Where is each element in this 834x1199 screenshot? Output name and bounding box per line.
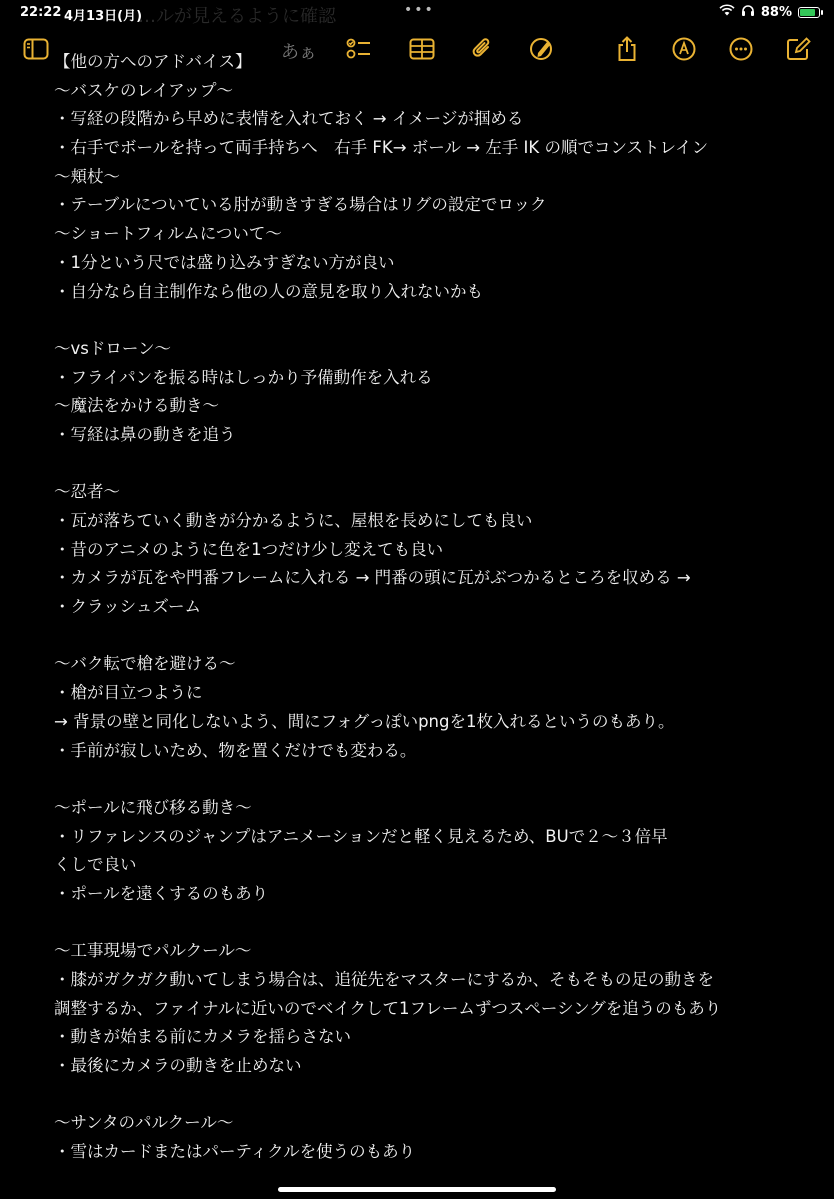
note-line: 〜vsドローン〜 bbox=[54, 338, 172, 358]
note-line: ・1分という尺では盛り込みすぎない方が良い bbox=[54, 252, 395, 272]
note-line: ・クラッシュズーム bbox=[54, 597, 202, 617]
note-line: ・膝がガクガク動いてしまう場合は、追従先をマスターにするか、そもそもの足の動きを bbox=[54, 970, 714, 989]
note-line: ・槍が目立つように bbox=[54, 683, 203, 703]
note-line: 〜ポールに飛び移る動き〜 bbox=[54, 797, 252, 817]
faded-note-title: …ルが見えるように確認 bbox=[138, 6, 336, 27]
wifi-icon bbox=[719, 4, 735, 20]
note-line: 〜ショートフィルムについて〜 bbox=[54, 224, 282, 244]
note-line: ・写経の段階から早めに表情を入れておく → イメージが掴める bbox=[54, 109, 524, 129]
sidebar-toggle-button[interactable] bbox=[22, 34, 50, 64]
multitasking-dots[interactable]: ••• bbox=[404, 2, 435, 18]
note-line: ・テーブルについている肘が動きすぎる場合はリグの設定でロック bbox=[54, 195, 547, 215]
battery-icon bbox=[798, 7, 820, 18]
note-line: 〜工事現場でパルクール〜 bbox=[54, 941, 252, 961]
note-line: ・雪はカードまたはパーティクルを使うのもあり bbox=[54, 1142, 416, 1162]
note-line: ・動きが始まる前にカメラを揺らさない bbox=[54, 1027, 351, 1047]
note-line: くしで良い bbox=[54, 855, 137, 875]
status-date: 4月13日(月) bbox=[64, 9, 143, 24]
note-line: → 背景の壁と同化しないよう、間にフォグっぽいpngを1枚入れるというのもあり。 bbox=[54, 711, 675, 731]
note-line: 〜忍者〜 bbox=[54, 482, 120, 502]
status-indicators bbox=[719, 4, 820, 20]
note-line: 〜バスケのレイアップ〜 bbox=[54, 80, 234, 100]
note-line bbox=[54, 909, 824, 938]
note-line: ・手前が寂しいため、物を置くだけでも変わる。 bbox=[54, 740, 417, 760]
note-line: ・昔のアニメのように色を1つだけ少し変えても良い bbox=[54, 539, 444, 559]
note-line: ・最後にカメラの動きを止めない bbox=[54, 1056, 302, 1076]
note-line: ・自分なら自主制作なら他の人の意見を取り入れないかも bbox=[54, 281, 483, 301]
note-line bbox=[54, 1081, 824, 1110]
home-indicator[interactable] bbox=[278, 1187, 556, 1192]
status-bar bbox=[0, 0, 834, 26]
note-line: 〜魔法をかける動き〜 bbox=[54, 396, 219, 416]
note-line: ・フライパンを振る時はしっかり予備動作を入れる bbox=[54, 367, 433, 387]
note-line: ・右手でボールを持って両手持ちへ 右手 FK→ ボール → 左手 IK の順でコンストレイン bbox=[54, 138, 709, 158]
status-time: 22:22 bbox=[20, 5, 62, 20]
note-line: 〜バク転で槍を避ける〜 bbox=[54, 654, 236, 674]
headphones-icon bbox=[741, 4, 755, 20]
note-line bbox=[54, 765, 824, 794]
note-line: ・リファレンスのジャンプはアニメーションだと軽く見えるため、BUで２〜３倍早 bbox=[54, 826, 668, 846]
battery-level-fill bbox=[800, 9, 815, 16]
note-line: 調整するか、ファイナルに近いのでベイクして1フレームずつスペーシングを追うのもあり bbox=[54, 998, 722, 1018]
note-heading-line: 【他の方へのアドバイス】 bbox=[54, 52, 252, 71]
text-format-button[interactable]: あぁ bbox=[281, 42, 317, 63]
note-line: 〜サンタのパルクール〜 bbox=[54, 1113, 234, 1133]
note-line: ・写経は鼻の動きを追う bbox=[54, 424, 236, 444]
note-line: 〜頬杖〜 bbox=[54, 166, 120, 186]
note-line: ・ポールを遠くするのもあり bbox=[54, 883, 269, 903]
battery-percent: 88% bbox=[760, 4, 792, 20]
sidebar-icon bbox=[23, 38, 49, 60]
note-line: ・瓦が落ちていく動きが分かるように、屋根を長めにしても良い bbox=[54, 511, 533, 530]
note-line: ・カメラが瓦をや門番フレームに入れる → 門番の頭に瓦がぶつかるところを収める → bbox=[54, 568, 691, 588]
note-line bbox=[54, 450, 824, 479]
note-line bbox=[54, 306, 824, 335]
note-line bbox=[54, 622, 824, 651]
